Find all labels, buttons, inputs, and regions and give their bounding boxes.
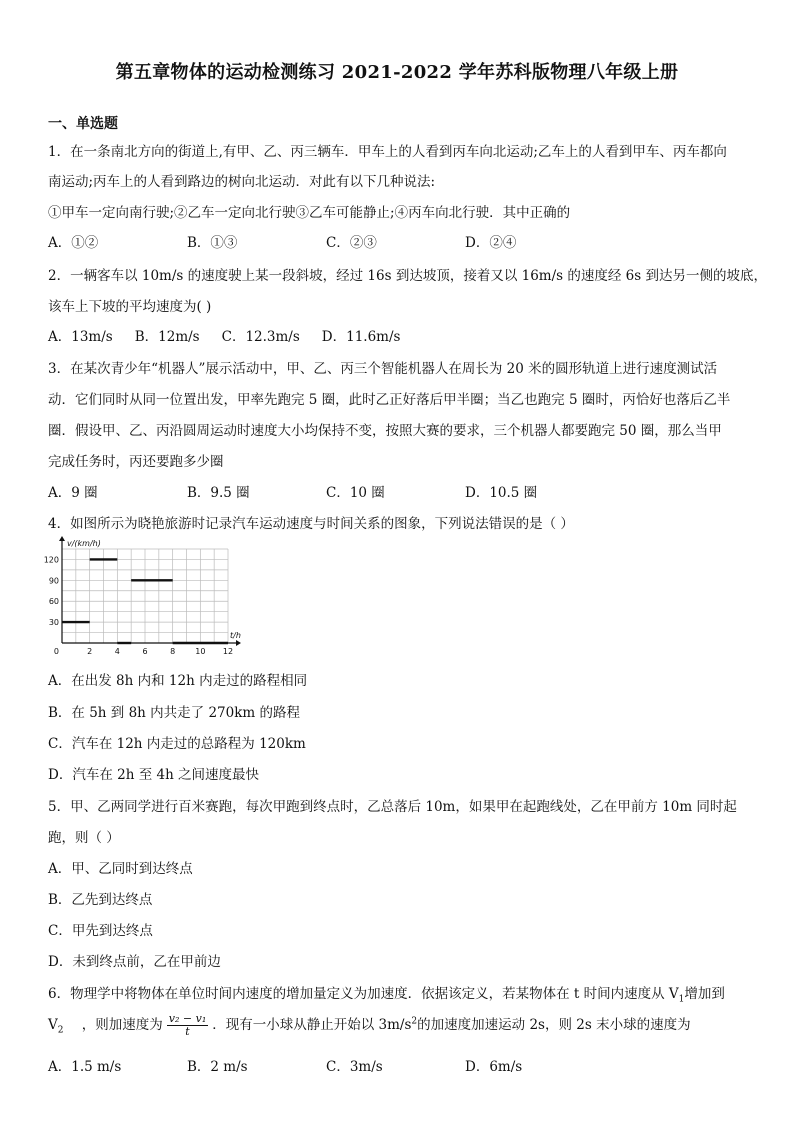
- q6-option-b: B．2 m/s: [187, 1059, 248, 1075]
- q1-line-2: 南运动;丙车上的人看到路边的树向北运动．对此有以下几种说法:: [48, 174, 436, 190]
- q3-line-2: 动．它们同时从同一位置出发，甲率先跑完 5 圈，此时乙正好落后甲半圈；当乙也跑完 5 圈时，丙恰好也落后乙半: [48, 392, 731, 408]
- q5-line-2: 跑，则（ ）: [48, 830, 120, 846]
- q6-line-2-text: ．现有一小球从静止开始以 3m/s: [212, 1017, 412, 1033]
- x-tick-label: 12: [222, 647, 234, 656]
- q6-option-c: C．3m/s: [326, 1059, 383, 1075]
- q1-option-c: C．②③: [326, 235, 377, 251]
- q6-v2-subscript: 2: [57, 1025, 64, 1036]
- q5-line-1: 5．甲、乙两同学进行百米赛跑，每次甲跑到终点时，乙总落后 10m，如果甲在起跑线处，乙在甲前方 10m 同时起: [48, 799, 737, 815]
- q6-options: [48, 1055, 604, 1075]
- q6-v1-subscript: 1: [678, 994, 685, 1005]
- x-tick-label: 2: [87, 647, 93, 656]
- x-tick-label: 10: [195, 647, 206, 656]
- q6-line-1-end: 增加到: [684, 986, 725, 1002]
- q4-option-b: B．在 5h 到 8h 内共走了 270km 的路程: [48, 705, 300, 721]
- y-tick-label: 120: [44, 555, 59, 565]
- q6-line-1: [48, 982, 725, 1005]
- q6-line-2: [48, 1013, 691, 1038]
- q1-line-3: ①甲车一定向南行驶;②乙车一定向北行驶③乙车可能静止;④丙车向北行驶．其中正确的: [48, 205, 571, 221]
- q2-option-d: D．11.6m/s: [321, 329, 401, 345]
- q6-accel-text: ，则加速度为: [81, 1017, 163, 1033]
- q4-line-1: 4．如图所示为晓艳旅游时记录汽车运动速度与时间关系的图象，下列说法错误的是（ ）: [48, 516, 574, 532]
- y-tick-label: 60: [48, 597, 59, 607]
- q6-line-2-end: 的加速度加速运动 2s，则 2s 末小球的速度为: [417, 1017, 691, 1033]
- q3-option-b: B．9.5 圈: [187, 485, 250, 501]
- q4-option-d: D．汽车在 2h 至 4h 之间速度最快: [48, 767, 260, 783]
- q3-line-3: 圈．假设甲、乙、丙沿圆周运动时速度大小均保持不变，按照大赛的要求，三个机器人都要跑完 50 圈，那么当甲: [48, 423, 722, 439]
- chart-grid: [62, 549, 228, 643]
- q2-options: [48, 325, 422, 345]
- q3-option-d: D．10.5 圈: [465, 485, 538, 501]
- q1-option-a: A．①②: [48, 235, 99, 251]
- x-axis-arrow: [236, 640, 241, 646]
- chart-labels: [44, 539, 241, 656]
- q5-option-a: A．甲、乙同时到达终点: [48, 861, 193, 877]
- q1-option-b: B．①③: [187, 235, 238, 251]
- x-tick-label: 8: [170, 647, 176, 656]
- q5-option-d: D．未到终点前，乙在甲前边: [48, 954, 221, 970]
- q6-option-d: D．6m/s: [465, 1059, 523, 1075]
- q2-option-a: A．13m/s: [48, 329, 113, 345]
- q1-line-1: 1．在一条南北方向的街道上,有甲、乙、丙三辆车．甲车上的人看到丙车向北运动;乙车上的人看到甲车、丙车都向: [48, 144, 727, 160]
- y-axis-arrow: [59, 536, 65, 541]
- section-heading: 一、单选题: [48, 116, 118, 132]
- x-tick-label: 4: [114, 647, 120, 656]
- x-axis-label: t/h: [230, 631, 241, 640]
- q6-option-a: A．1.5 m/s: [48, 1059, 122, 1075]
- q1-option-d: D．②④: [465, 235, 517, 251]
- q4-option-a: A．在出发 8h 内和 12h 内走过的路程相同: [48, 673, 308, 689]
- q3-line-4: 完成任务时，丙还要跑多少圈: [48, 454, 224, 470]
- q6-v2-symbol: V: [48, 1017, 58, 1033]
- q5-option-b: B．乙先到达终点: [48, 892, 153, 908]
- q2-option-c: C．12.3m/s: [221, 329, 300, 345]
- x-tick-label: 6: [142, 647, 148, 656]
- q3-options: [48, 481, 604, 501]
- q4-option-c: C．汽车在 12h 内走过的总路程为 120km: [48, 736, 306, 752]
- speed-time-chart: [44, 536, 254, 660]
- q3-option-c: C．10 圈: [326, 485, 385, 501]
- q2-line-2: 该车上下坡的平均速度为( ): [48, 299, 212, 315]
- q6-line-1-text: 6．物理学中将物体在单位时间内速度的增加量定义为加速度．依据该定义，若某物体在 t 时间内速度从 V: [48, 986, 679, 1002]
- q6-accel-fraction: [167, 1013, 208, 1038]
- q2-line-1: 2．一辆客车以 10m/s 的速度驶上某一段斜坡，经过 16s 到达坡顶，接着又以 16m/s 的速度经 6s 到达另一侧的坡底，: [48, 268, 767, 284]
- y-tick-label: 90: [48, 576, 59, 586]
- q3-line-1: 3．在某次青少年“机器人”展示活动中，甲、乙、丙三个智能机器人在周长为 20 米的圆形轨道上进行速度测试活: [48, 361, 718, 377]
- q5-option-c: C．甲先到达终点: [48, 923, 153, 939]
- q2-option-b: B．12m/s: [134, 329, 200, 345]
- document-title: 第五章物体的运动检测练习 2021-2022 学年苏科版物理八年级上册: [115, 62, 679, 83]
- q3-option-a: A．9 圈: [48, 485, 98, 501]
- q6-fraction-denominator: t: [185, 1025, 190, 1038]
- q1-options: [48, 231, 604, 251]
- y-axis-label: v/(km/h): [67, 539, 101, 548]
- q6-fraction-numerator: v₂ − v₁: [168, 1012, 207, 1025]
- origin-label: 0: [53, 647, 59, 656]
- q6-squared-superscript: 2: [411, 1016, 418, 1027]
- y-tick-label: 30: [48, 618, 59, 628]
